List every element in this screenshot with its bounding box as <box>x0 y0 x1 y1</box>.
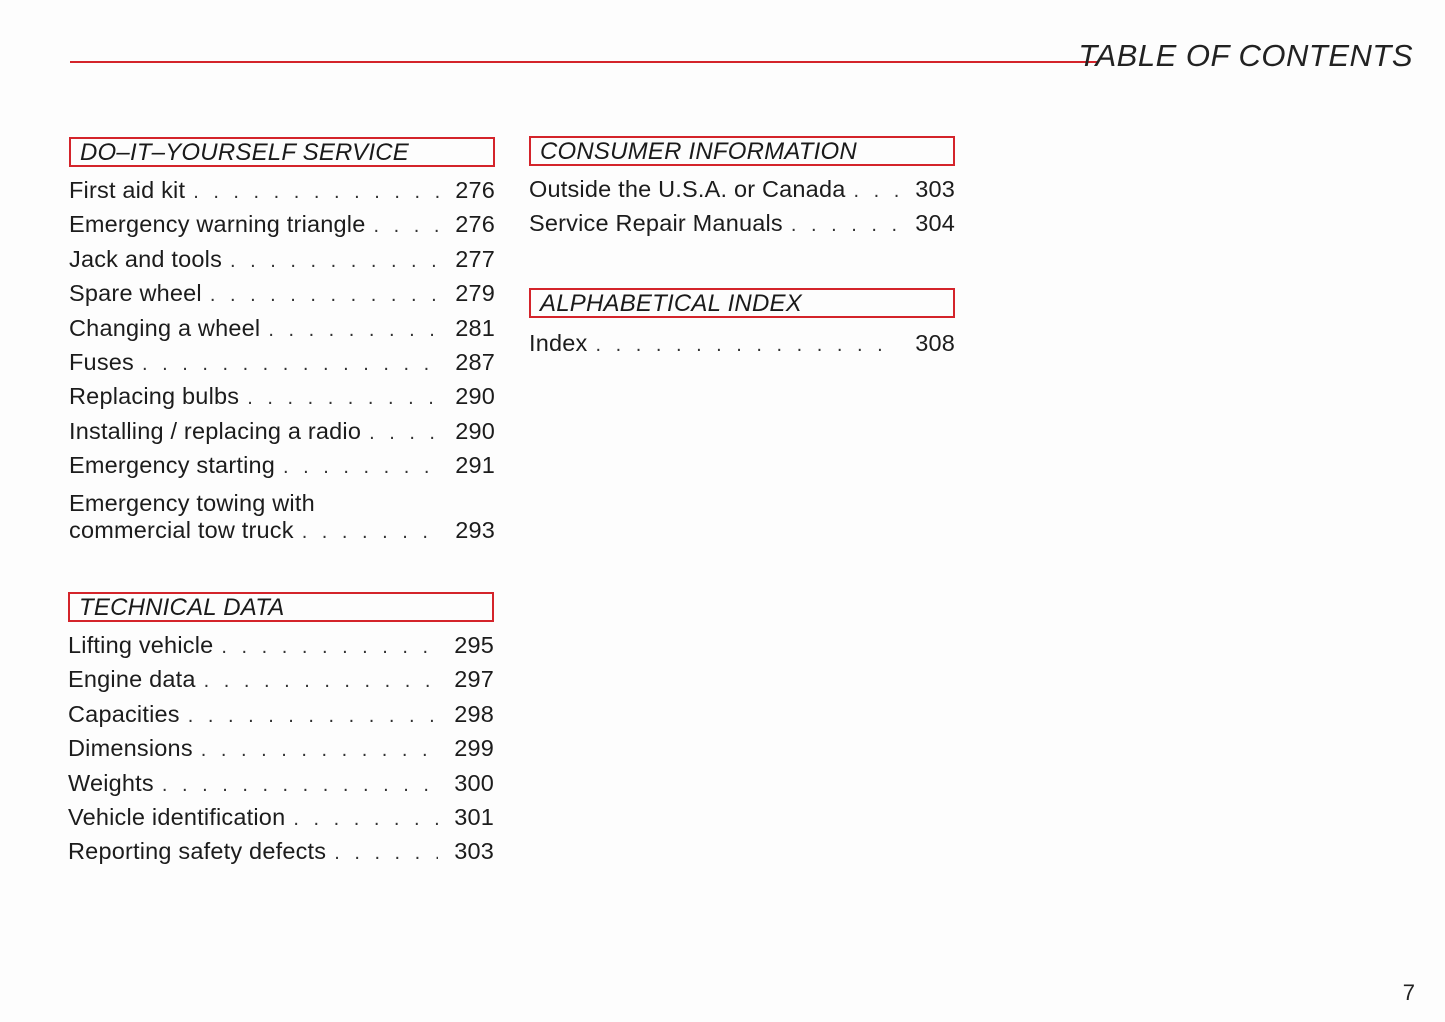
section-technical-data <box>68 592 494 873</box>
toc-entry-page: 300 <box>454 769 494 796</box>
dot-leader <box>791 214 899 237</box>
toc-entry-label: Capacities <box>68 700 180 727</box>
toc-entry-label: Outside the U.S.A. or Canada <box>529 176 846 202</box>
toc-entry-page: 290 <box>455 417 495 444</box>
toc-entry[interactable] <box>69 315 495 349</box>
dot-leader <box>293 808 438 831</box>
toc-entry-label: Vehicle identification <box>68 803 286 830</box>
dot-leader <box>221 636 438 659</box>
toc-entry-page: 295 <box>454 632 494 658</box>
dot-leader <box>193 181 439 204</box>
toc-entry[interactable] <box>69 280 495 314</box>
toc-entry-label: Fuses <box>69 348 134 375</box>
toc-entry-page: 303 <box>915 176 955 202</box>
toc-entry-page: 279 <box>455 280 495 307</box>
toc-entry-page: 298 <box>454 700 494 727</box>
toc-entry[interactable] <box>68 701 494 735</box>
toc-entry-page: 290 <box>455 383 495 410</box>
dot-leader <box>302 519 439 546</box>
dot-leader <box>268 319 439 342</box>
toc-entry[interactable] <box>68 838 494 872</box>
toc-entry-page: 287 <box>455 348 495 375</box>
toc-entry[interactable] <box>69 246 495 280</box>
toc-entry[interactable] <box>68 735 494 769</box>
dot-leader <box>283 456 439 479</box>
toc-entry[interactable] <box>69 490 495 546</box>
toc-entry[interactable] <box>69 177 495 211</box>
dot-leader <box>596 334 900 357</box>
toc-entry-label: Emergency towing with <box>69 489 315 516</box>
toc-entry-page: 297 <box>454 666 494 693</box>
dot-leader <box>854 180 900 203</box>
toc-entry-page: 281 <box>455 314 495 341</box>
toc-entry[interactable] <box>69 452 495 486</box>
dot-leader <box>247 387 439 410</box>
toc-entry-label: Index <box>529 330 588 356</box>
header-rule <box>70 61 1098 63</box>
toc-entry-label: Emergency starting <box>69 452 276 479</box>
section-heading: TECHNICAL DATA <box>79 594 285 621</box>
toc-entry-page: 308 <box>915 330 955 356</box>
toc-entry[interactable] <box>69 383 495 417</box>
toc-entry-page: 291 <box>455 452 495 479</box>
section-diy-service <box>69 137 495 546</box>
toc-entry-page: 303 <box>454 838 494 865</box>
toc-entry-page: 304 <box>915 210 955 237</box>
toc-entry[interactable] <box>69 349 495 383</box>
section-heading-box <box>68 592 494 622</box>
toc-entry-label: Reporting safety defects <box>68 838 327 865</box>
toc-entry-label: Engine data <box>68 666 196 693</box>
toc-entry-page: 277 <box>455 245 495 272</box>
section-heading: ALPHABETICAL INDEX <box>540 290 802 317</box>
section-heading-box <box>69 137 495 167</box>
dot-leader <box>162 774 438 797</box>
toc-entry-label: Changing a wheel <box>69 314 261 341</box>
toc-entry[interactable] <box>529 330 955 364</box>
toc-entry-label: Dimensions <box>68 735 193 762</box>
dot-leader <box>204 670 438 693</box>
dot-leader <box>230 250 439 273</box>
toc-entry-label: Replacing bulbs <box>69 383 240 410</box>
toc-entry[interactable] <box>68 632 494 666</box>
toc-entry-page: 293 <box>455 516 495 543</box>
toc-entry-line2 <box>69 517 495 546</box>
section-heading: DO–IT–YOURSELF SERVICE <box>80 139 409 166</box>
toc-entry[interactable] <box>69 211 495 245</box>
toc-entry[interactable] <box>529 210 955 244</box>
section-heading-box <box>529 136 955 166</box>
toc-entry[interactable] <box>68 804 494 838</box>
dot-leader <box>210 284 439 307</box>
toc-entry-page: 276 <box>455 211 495 238</box>
toc-entry[interactable] <box>69 418 495 452</box>
page-number: 7 <box>1402 980 1415 1005</box>
dot-leader <box>142 353 439 376</box>
toc-entry-label: Lifting vehicle <box>68 632 214 658</box>
toc-entry[interactable] <box>529 176 955 210</box>
dot-leader <box>369 422 439 445</box>
toc-entry[interactable] <box>68 770 494 804</box>
toc-entry-label: Emergency warning triangle <box>69 211 366 238</box>
section-alphabetical-index <box>529 288 955 364</box>
toc-entry-label: Weights <box>68 769 154 796</box>
toc-entry-label: Service Repair Manuals <box>529 210 783 237</box>
section-consumer-information <box>529 136 955 245</box>
toc-entry-page: 299 <box>454 735 494 762</box>
dot-leader <box>201 739 438 762</box>
dot-leader <box>373 215 439 238</box>
toc-entry-label: Installing / replacing a radio <box>69 417 362 444</box>
toc-entry-label: First aid kit <box>69 177 186 203</box>
toc-entry[interactable] <box>68 666 494 700</box>
dot-leader <box>188 705 438 728</box>
toc-entry-page: 301 <box>454 803 494 830</box>
section-heading-box <box>529 288 955 318</box>
dot-leader <box>334 842 438 865</box>
toc-entry-label: commercial tow truck <box>69 516 294 543</box>
toc-entry-page: 276 <box>455 177 495 203</box>
section-heading: CONSUMER INFORMATION <box>540 138 857 165</box>
page-title: TABLE OF CONTENTS <box>1078 38 1413 73</box>
toc-entry-label: Spare wheel <box>69 280 202 307</box>
toc-entry-label: Jack and tools <box>69 245 223 272</box>
